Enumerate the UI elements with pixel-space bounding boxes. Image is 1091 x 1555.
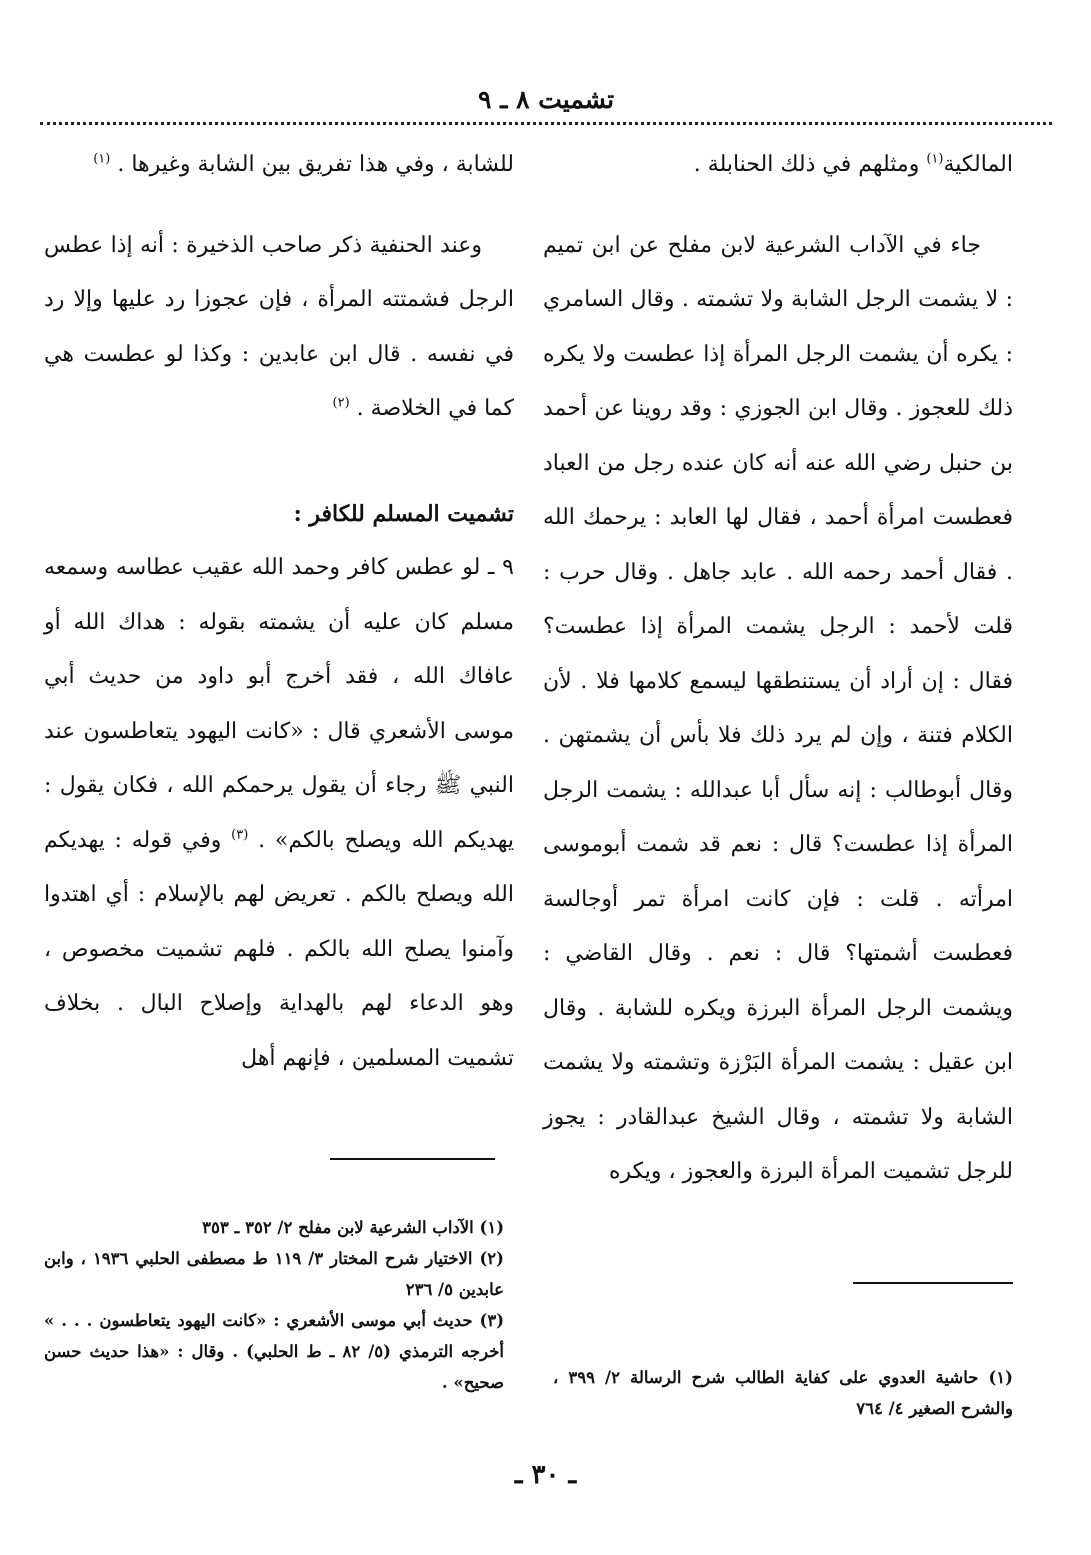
right-main-paragraph: جاء في الآداب الشرعية لابن مفلح عن ابن تميم : لا يشمت الرجل الشابة ولا تشمته . وقال السامري : يكره أن يشمت الرجل المرأة إذا عطست ولا يكره ذلك للعجوز . وقال ابن الجوزي : وقد روينا عن أحمد بن حنبل رضي الله عنه أنه كان عنده رجل من العباد فعطست امرأة أحمد ، فقال لها العابد : يرحمك الله . فقال أحمد رحمه الله . عابد جاهل . وقال حرب : قلت لأحمد : الرجل يشمت المرأة إذا عطست؟ فقال : إن أراد أن يستنطقها ليسمع كلامها فلا . لأن الكلام فتنة ، وإن لم يرد ذلك فلا بأس أن يشمتهن . وقال أبوطالب : إنه سأل أبا عبدالله : يشمت الرجل المرأة إذا عطست؟ قال : نعم قد شمت أبوموسى امرأته . قلت : فإن كانت امرأة تمر أوجالسة فعطست أشمتها؟ قال : نعم . وقال القاضي : ويشمت الرجل المرأة البرزة ويكره للشابة . وقال ابن عقيل : يشمت المرأة البَرْزة وتشمته ولا يشمت الشابة ولا تشمته ، وقال الشيخ عبدالقادر : يجوز للرجل تشميت المرأة البرزة والعجوز ، ويكره [543,232,1013,1184]
header-dotted-rule [40,122,1052,125]
footnote-ref-3: (٣) [231,827,249,843]
footnote-right-1: (١) حاشية العدوي على كفاية الطالب شرح الرسالة ٢/ ٣٩٩ ، والشرح الصغير ٤/ ٧٦٤ [553,1368,1013,1418]
section-gap [44,437,514,487]
left-opening-line [44,138,514,193]
paragraph-gap [44,193,514,219]
paragraph-9 [44,541,514,1086]
right-opening-rest: ومثلهم في ذلك الحنابلة . [693,152,920,177]
right-opening-word: المالكية [943,152,1013,177]
footnote-ref-2: (٢) [332,395,350,411]
right-opening-line [543,138,1013,193]
running-header: تشميت ٨ ـ ٩ [477,85,615,114]
section-subheading: تشميت المسلم للكافر : [293,500,514,527]
footnote-separator-right [853,1282,1013,1284]
footnote-ref-1-left: (١) [93,151,111,167]
left-opening-text: للشابة ، وفي هذا تفريق بين الشابة وغيرها . [117,152,514,177]
footnote-separator-left [330,1158,495,1160]
hanafi-paragraph [44,219,514,437]
paragraph-9-part-b: وفي قوله : يهديكم الله ويصلح بالكم . تعريض لهم بالإسلام : أي اهتدوا وآمنوا يصلح الله بالكم . فلهم تشميت مخصوص ، وهو الدعاء لهم بالهداية وإصلاح البال . بخلاف تشميت المسلمين ، فإنهم أهل [44,827,514,1071]
page-number: ـ ٣٠ ـ [514,1460,577,1490]
footnotes-right [553,1362,1013,1424]
paragraph-gap [543,193,1013,219]
left-column [44,138,514,1086]
footnotes-left [44,1212,504,1398]
right-column [543,138,1013,1200]
hanafi-text: وعند الحنفية ذكر صاحب الذخيرة : أنه إذا عطس الرجل فشمتته المرأة ، فإن عجوزا رد عليها وإلا رد في نفسه . قال ابن عابدين : وكذا لو عطست هي كما في الخلاصة . [44,232,514,421]
footnote-left-3: (٣) حديث أبي موسى الأشعري : «كانت اليهود يتعاطسون . . . » أخرجه الترمذي (٥/ ٨٢ ـ ط الحلبي) . وقال : «هذا حديث حسن صحيح» . [44,1311,504,1392]
footnote-ref-1: (١) [926,151,944,167]
footnote-left-1: (١) الآداب الشرعية لابن مفلح ٢/ ٣٥٢ ـ ٣٥٣ [202,1218,504,1237]
paragraph-9-part-a: ٩ ـ لو عطس كافر وحمد الله عقيب عطاسه وسمعه مسلم كان عليه أن يشمته بقوله : هداك الله أو عافاك الله ، فقد أخرج أبو داود من حديث أبي موسى الأشعري قال : «كانت اليهود يتعاطسون عند النبي ﷺ رجاء أن يقول يرحمكم الله ، فكان يقول : يهديكم الله ويصلح بالكم» . [44,555,514,853]
footnote-left-2: (٢) الاختيار شرح المختار ٣/ ١١٩ ط مصطفى الحلبي ١٩٣٦ ، وابن عابدين ٥/ ٢٣٦ [44,1249,504,1299]
